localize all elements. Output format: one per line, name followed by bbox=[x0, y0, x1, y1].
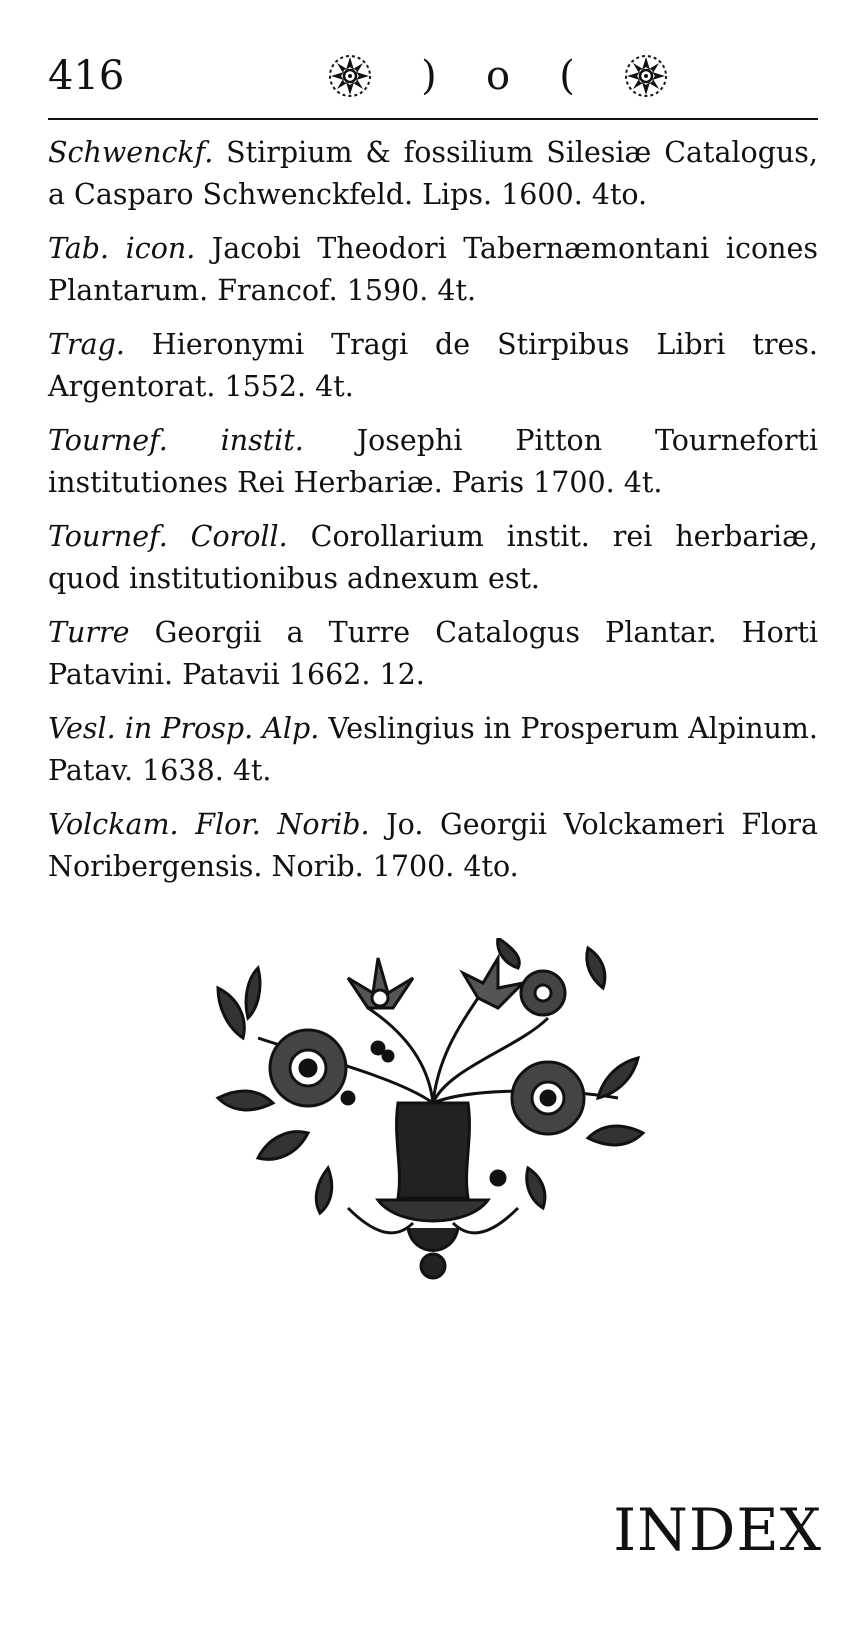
entry-abbreviation: Trag. bbox=[48, 328, 125, 361]
entry-text: Josephi Pitton Tourneforti institutiones Rei Herbariæ. Paris 1700. 4t. bbox=[48, 424, 819, 499]
ornament-right-paren: ( bbox=[559, 53, 575, 99]
entry-trag bbox=[48, 324, 818, 408]
entry-abbreviation: Schwenckf. bbox=[48, 136, 214, 169]
catchword: INDEX bbox=[613, 1496, 822, 1564]
entry-abbreviation: Tournef. Coroll. bbox=[48, 520, 288, 553]
entry-abbreviation: Tournef. instit. bbox=[48, 424, 304, 457]
entry-volckam bbox=[48, 804, 818, 888]
running-head bbox=[48, 52, 818, 122]
floral-vignette-icon bbox=[198, 938, 668, 1298]
entry-abbreviation: Turre bbox=[48, 616, 130, 649]
page-number: 416 bbox=[48, 53, 125, 99]
entry-text: Corollarium instit. rei herbariæ, quod institutionibus adnexum est. bbox=[48, 520, 818, 595]
entry-tournef-instit bbox=[48, 420, 818, 504]
entry-tournef-coroll bbox=[48, 516, 818, 600]
header-rule bbox=[48, 118, 818, 120]
rosette-icon bbox=[624, 54, 668, 98]
entry-abbreviation: Tab. icon. bbox=[48, 232, 196, 265]
ornament-circle: o bbox=[485, 53, 511, 99]
entry-tab-icon bbox=[48, 228, 818, 312]
entry-abbreviation: Volckam. Flor. Norib. bbox=[48, 808, 370, 841]
entry-vesl bbox=[48, 708, 818, 792]
entry-abbreviation: Vesl. in Prosp. Alp. bbox=[48, 712, 320, 745]
entry-text: Jo. Georgii Volckameri Flora Noribergensis. Norib. 1700. 4to. bbox=[48, 808, 818, 883]
entry-text: Stirpium & fossilium Silesiæ Catalogus, a Casparo Schwenckfeld. Lips. 1600. 4to. bbox=[48, 136, 818, 211]
header-ornament bbox=[328, 52, 668, 100]
entry-schwenckf bbox=[48, 132, 818, 216]
entry-text: Jacobi Theodori Tabernæmontani icones Plantarum. Francof. 1590. 4t. bbox=[48, 232, 818, 307]
bibliography-list bbox=[48, 132, 818, 900]
entry-text: Veslingius in Prosperum Alpinum. Patav. 1638. 4t. bbox=[48, 712, 818, 787]
entry-text: Hieronymi Tragi de Stirpibus Libri tres. Argentorat. 1552. 4t. bbox=[48, 328, 818, 403]
ornament-left-paren: ) bbox=[421, 53, 437, 99]
entry-turre bbox=[48, 612, 818, 696]
entry-text: Georgii a Turre Catalogus Plantar. Horti Patavini. Patavii 1662. 12. bbox=[48, 616, 818, 691]
rosette-icon bbox=[328, 54, 372, 98]
